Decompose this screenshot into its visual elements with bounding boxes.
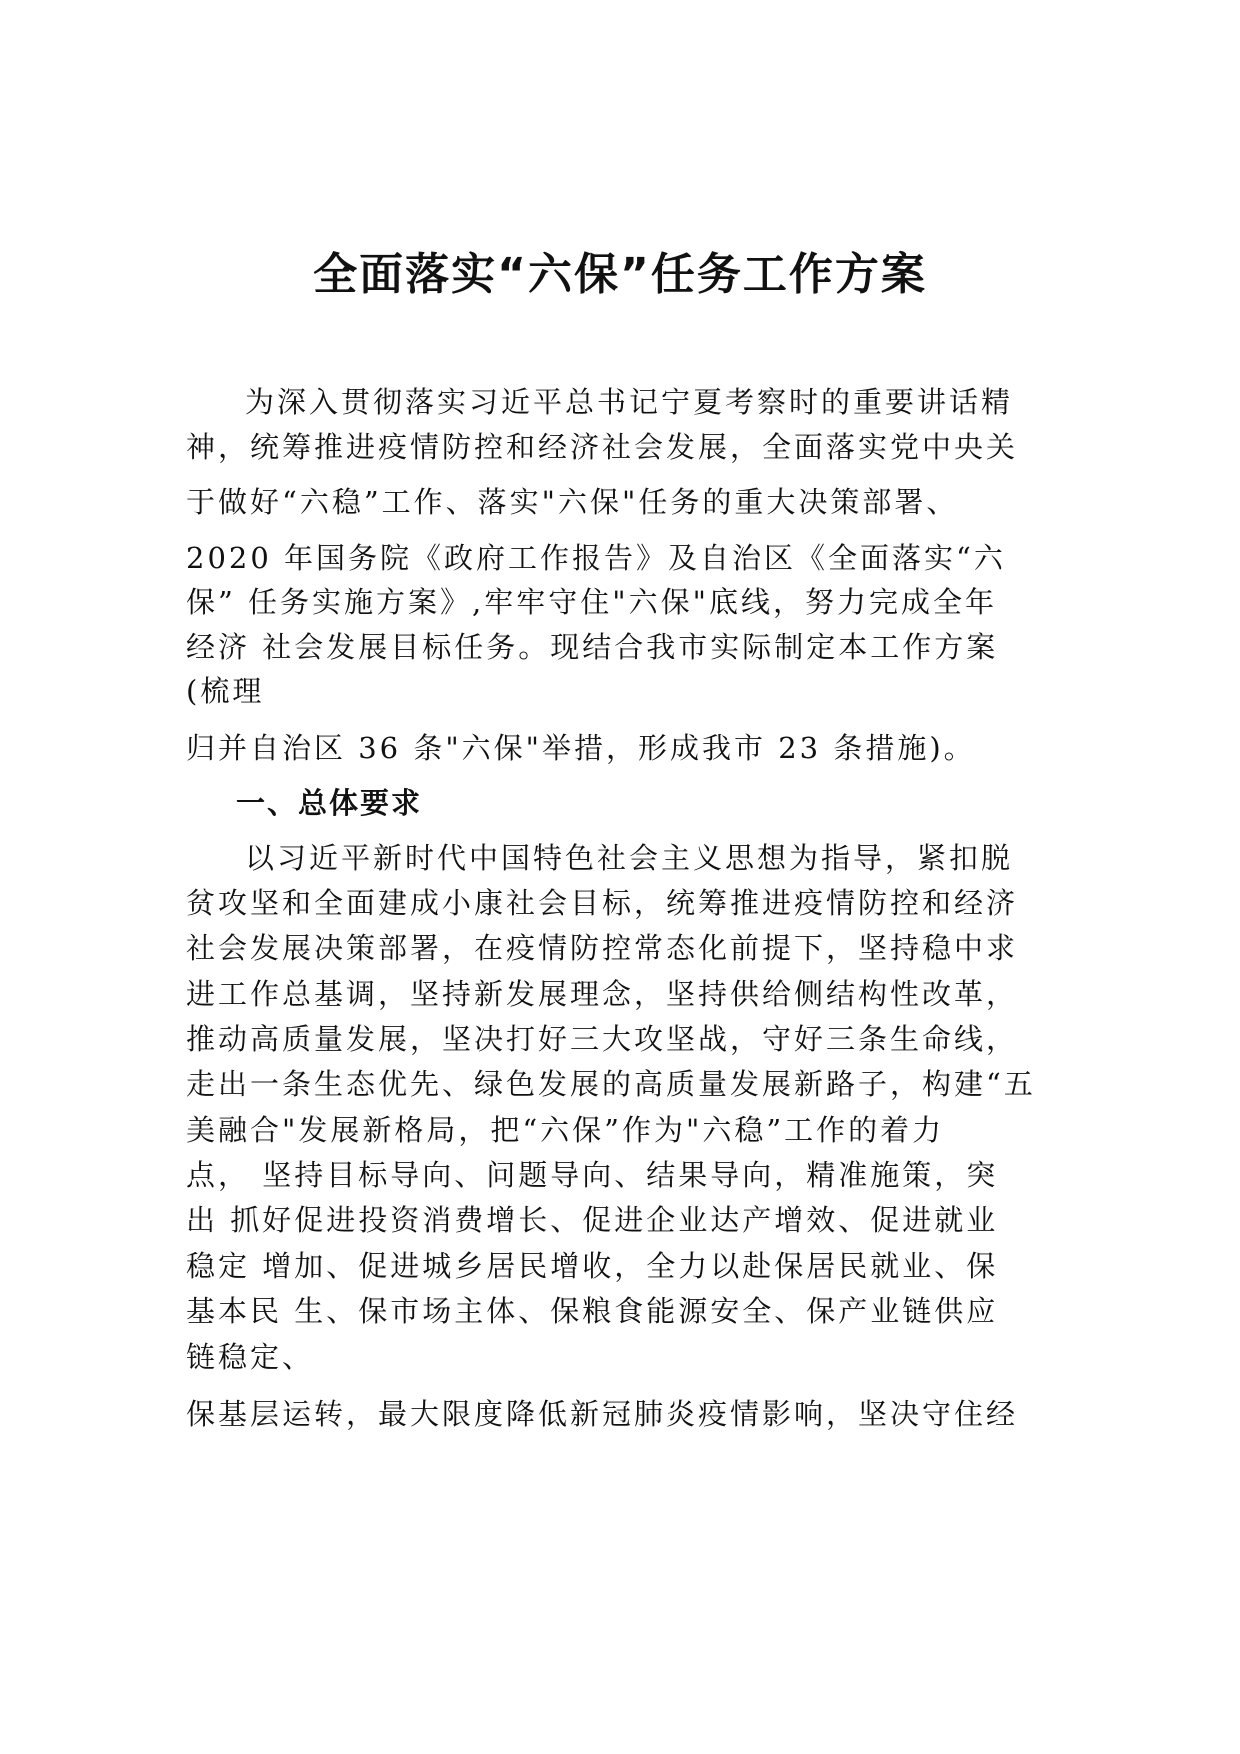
- section1-line-3: 社会发展决策部署，在疫情防控常态化前提下，坚持稳中求: [186, 931, 1019, 965]
- section1-line-8: 点， 坚持目标导向、问题导向、结果导向，精准施策，突: [186, 1158, 999, 1192]
- section1-line-2: 贫攻坚和全面建成小康社会目标，统筹推进疫情防控和经济: [186, 886, 1019, 920]
- document-title: 全面落实“六保”任务工作方案: [313, 249, 927, 300]
- intro-line-2: 神，统筹推进疫情防控和经济社会发展，全面落实党中央关: [186, 430, 1019, 464]
- intro-line-7: (梳理: [186, 674, 265, 708]
- section1-line-9: 出 抓好促进投资消费增长、促进企业达产增效、促进就业: [186, 1203, 999, 1237]
- section1-line-5: 推动高质量发展，坚决打好三大攻坚战，守好三条生命线，: [186, 1022, 1019, 1056]
- intro-line-6: 经济 社会发展目标任务。现结合我市实际制定本工作方案: [186, 630, 999, 664]
- section1-line-6: 走出一条生态优先、绿色发展的高质量发展新路子，构建“五: [186, 1067, 1036, 1101]
- section1-line-4: 进工作总基调，坚持新发展理念，坚持供给侧结构性改革，: [186, 977, 1019, 1011]
- intro-line-1: 为深入贯彻落实习近平总书记宁夏考察时的重要讲话精: [245, 385, 1014, 419]
- section1-line-10: 稳定 增加、促进城乡居民增收，全力以赴保居民就业、保: [186, 1249, 999, 1283]
- section1-line-7: 美融合"发展新格局，把“六保”作为"六稳”工作的着力: [186, 1113, 945, 1147]
- intro-line-3: 于做好“六稳”工作、落实"六保"任务的重大决策部署、: [186, 485, 959, 519]
- section1-line-11: 基本民 生、保市场主体、保粮食能源安全、保产业链供应: [186, 1294, 999, 1328]
- section1-line-12: 链稳定、: [186, 1340, 315, 1374]
- intro-line-5: 保” 任务实施方案》,牢牢守住"六保"底线，努力完成全年: [186, 585, 997, 619]
- section1-line-1: 以习近平新时代中国特色社会主义思想为指导，紧扣脱: [245, 841, 1014, 875]
- intro-line-4: 2020 年国务院《政府工作报告》及自治区《全面落实“六: [186, 541, 1006, 575]
- section1-line-13: 保基层运转，最大限度降低新冠肺炎疫情影响，坚决守住经: [186, 1397, 1019, 1431]
- intro-line-8: 归并自治区 36 条"六保"举措，形成我市 23 条措施)。: [186, 731, 976, 765]
- section-heading: 一、总体要求: [236, 786, 423, 820]
